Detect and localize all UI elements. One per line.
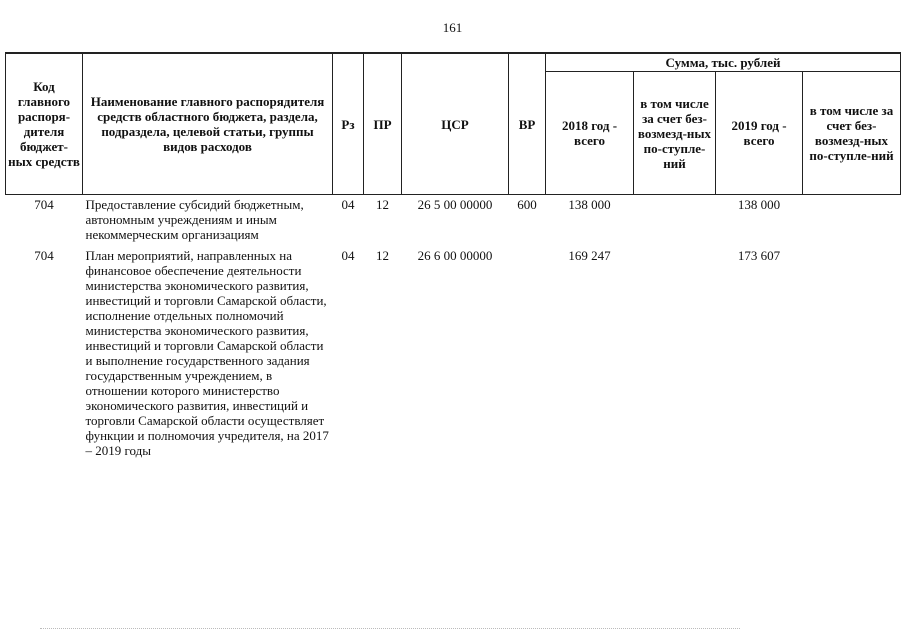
row-vr (509, 246, 546, 462)
row-name: План мероприятий, направленных на финансовое обеспечение деятельности министерства экономического развития, инвестиций и торговли Самарской области, исполнение отдельных полномочий министерства экономического развития, инвестиций и торговли Самарской области и выполнение государственного задания государственным учреждением, в отношении которого министерство экономического развития, инвестиций и торговли Самарской области осуществляет функции и полномочия учредителя, на 2017 – 2019 годы (85, 248, 329, 458)
row-2019-total: 173 607 (737, 248, 781, 263)
row-code: 704 (34, 248, 54, 263)
page-number: 161 (442, 20, 463, 35)
header-csr: ЦСР (402, 53, 509, 195)
header-code: Код главного распоря-дителя бюджет-ных средств (6, 53, 83, 195)
header-row-top (6, 53, 901, 72)
row-pr: 12 (376, 248, 389, 263)
budget-table (5, 52, 901, 462)
header-pr: ПР (364, 53, 402, 195)
row-2019-grants (803, 195, 901, 247)
header-2019-grants: в том числе за счет без-возмезд-ных по-ступле-ний (803, 72, 901, 195)
row-vr: 600 (509, 195, 546, 247)
row-2018-grants (634, 195, 716, 247)
row-2019-grants (803, 246, 901, 462)
table-row (6, 195, 901, 247)
row-2018-total: 169 247 (568, 248, 611, 263)
row-csr: 26 6 00 00000 (417, 248, 493, 263)
header-2018-grants: в том числе за счет без-возмезд-ных по-ступле-ний (634, 72, 716, 195)
header-2018-total: 2018 год - всего (546, 72, 634, 195)
row-2019-total: 138 000 (716, 195, 803, 247)
header-sum: Сумма, тыс. рублей (546, 53, 901, 72)
header-name: Наименование главного распорядителя средств областного бюджета, раздела, подраздела, целевой статьи, группы видов расходов (83, 53, 333, 195)
row-name: Предоставление субсидий бюджетным, автономным учреждениям и иным некоммерческим организациям (83, 195, 333, 247)
scan-artifact-line (40, 628, 740, 629)
row-2018-total: 138 000 (546, 195, 634, 247)
table-row (6, 246, 901, 462)
row-2018-grants (634, 246, 716, 462)
header-2019-total: 2019 год - всего (716, 72, 803, 195)
header-rz: Рз (333, 53, 364, 195)
row-code: 704 (6, 195, 83, 247)
row-pr: 12 (364, 195, 402, 247)
header-vr: ВР (509, 53, 546, 195)
row-rz: 04 (333, 195, 364, 247)
row-rz: 04 (341, 248, 355, 263)
row-csr: 26 5 00 00000 (402, 195, 509, 247)
